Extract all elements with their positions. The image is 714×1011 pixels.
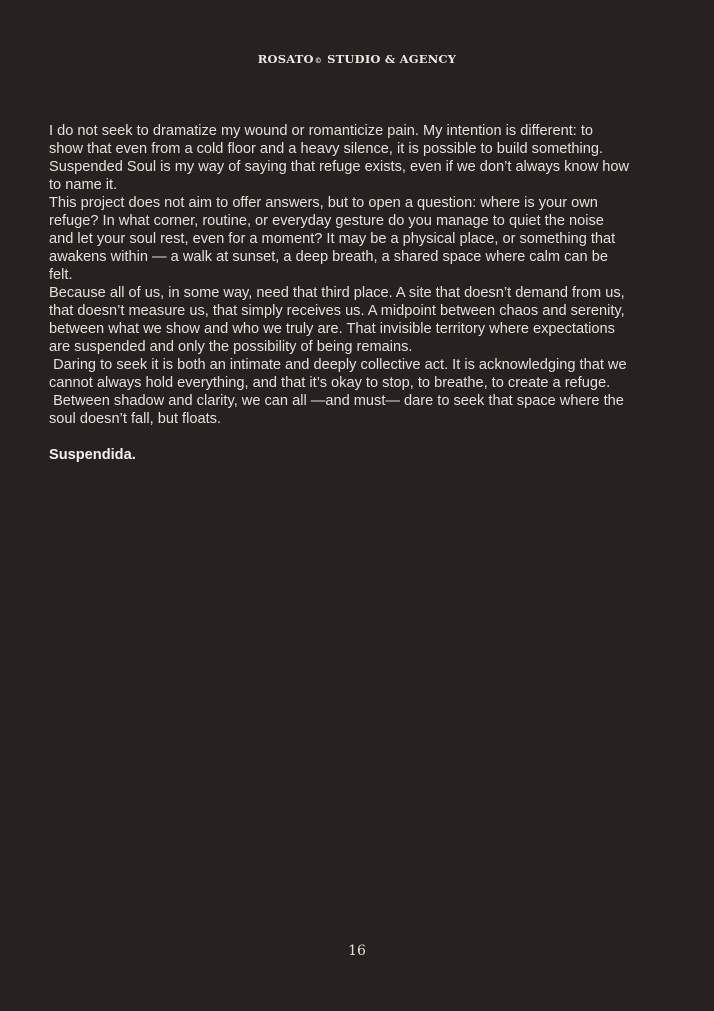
page-number: 16 [348,943,366,959]
body-text [49,122,634,464]
copyright-mark: © [314,56,322,65]
page-header [0,52,714,66]
paragraph-1: I do not seek to dramatize my wound or romanticize pain. My intention is different: to show that even from a cold floor and a heavy silence, it is possible to build something. Suspended Soul is my way of saying that refuge exists, even if we don’t always know how to name it. [49,123,634,193]
signoff: Suspendida. [49,447,136,463]
paragraph-2: This project does not aim to offer answers, but to open a question: where is your own refuge? In what corner, routine, or everyday gesture do you manage to quiet the noise and let your soul rest, even for a moment? It may be a physical place, or something that awakens within — a walk at sunset, a deep breath, a shared space where calm can be felt. [49,195,620,283]
paragraph-3: Because all of us, in some way, need that third place. A site that doesn’t demand from us, that doesn’t measure us, that simply receives us. A midpoint between chaos and serenity, between what we show and who we truly are. That invisible territory where expectations are suspended and only the possibility of being remains. [49,285,629,355]
brand-name: ROSATO [257,52,314,66]
paragraph-4: Daring to seek it is both an intimate and deeply collective act. It is acknowledging that we cannot always hold everything, and that it’s okay to stop, to breathe, to create a refuge. [49,357,631,391]
brand-tagline: STUDIO & AGENCY [327,52,457,66]
paragraph-5: Between shadow and clarity, we can all —and must— dare to seek that space where the soul doesn’t fall, but floats. [49,393,628,427]
